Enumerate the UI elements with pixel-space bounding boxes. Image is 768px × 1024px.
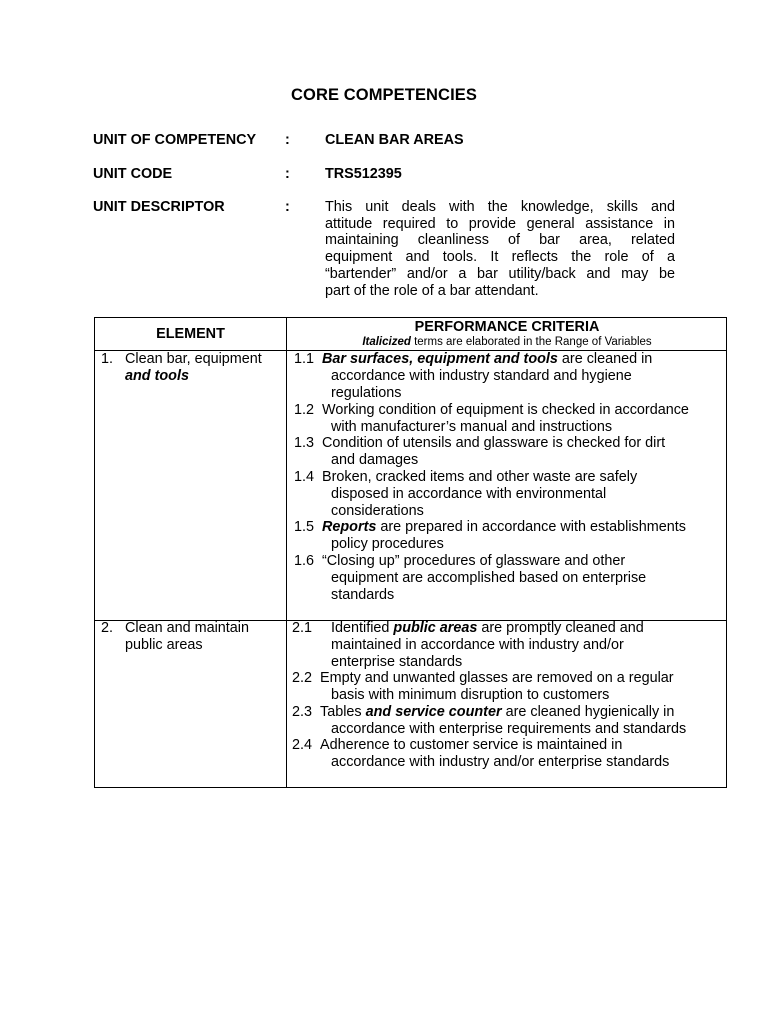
criterion-text: [322, 435, 727, 469]
criterion-first-line: Empty and unwanted glasses are removed on a regular: [320, 670, 674, 686]
criterion-emphasis: and service counter: [365, 704, 502, 720]
criterion-line: disposed in accordance with environmental: [331, 485, 607, 502]
header-note-rest: terms are elaborated in the Range of Variables: [410, 336, 652, 348]
descriptor-line: equipment and tools. It reflects the role of a: [325, 249, 675, 266]
criterion-first-line: Condition of utensils and glassware is checked for dirt: [322, 435, 666, 451]
field-label: UNIT CODE: [93, 166, 173, 182]
header-element: ELEMENT: [156, 326, 225, 342]
criterion-number: 2.2: [292, 670, 313, 686]
criterion-text: [322, 351, 727, 401]
element-text: [125, 620, 285, 654]
criterion-first-line: “Closing up” procedures of glassware and other: [322, 553, 626, 569]
criterion-number: 1.4: [294, 469, 315, 485]
criterion-text: [322, 402, 727, 436]
descriptor-line: part of the role of a bar attendant.: [325, 282, 539, 299]
field-label: UNIT OF COMPETENCY: [93, 132, 257, 148]
competency-table: [94, 317, 727, 788]
criterion-emphasis: Bar surfaces, equipment and tools: [322, 351, 558, 367]
criterion-line: equipment are accomplished based on enterprise: [331, 569, 647, 586]
criterion-first-line: Adherence to customer service is maintained in: [320, 737, 623, 753]
descriptor-line: This unit deals with the knowledge, skills and: [325, 199, 675, 215]
criterion-text: [320, 737, 725, 771]
field-colon: :: [285, 199, 290, 215]
criterion-line: enterprise standards: [331, 653, 463, 670]
criterion-emphasis: Reports: [322, 519, 377, 535]
criterion-line: considerations: [331, 502, 424, 519]
criterion-line: with manufacturer’s manual and instructions: [331, 418, 613, 435]
criterion-emphasis: public areas: [393, 620, 478, 636]
criterion-number: 1.3: [294, 435, 315, 451]
criterion-first-line: are prepared in accordance with establishments: [376, 519, 686, 535]
criterion-text: [322, 469, 727, 519]
criterion-first-line: are cleaned in: [557, 351, 653, 367]
criterion-line: regulations: [331, 384, 402, 401]
header-note: [287, 336, 727, 348]
field-label: UNIT DESCRIPTOR: [93, 199, 225, 215]
criterion-number: 1.5: [294, 519, 315, 535]
criterion-line: policy procedures: [331, 535, 444, 552]
criterion-prefix: Tables: [320, 704, 366, 720]
criterion-text: [322, 553, 727, 603]
field-value: CLEAN BAR AREAS: [325, 132, 464, 148]
field-colon: :: [285, 132, 290, 148]
criterion-number: 1.1: [294, 351, 315, 367]
criterion-text: [320, 704, 725, 738]
criterion-first-line: Broken, cracked items and other waste are safely: [322, 469, 638, 485]
criterion-number: 2.1: [292, 620, 313, 636]
field-value: TRS512395: [325, 166, 402, 182]
table-divider: [286, 318, 287, 787]
criterion-line: accordance with industry standard and hygiene: [331, 367, 632, 384]
criterion-first-line: are cleaned hygienically in: [501, 704, 675, 720]
criterion-line: accordance with enterprise requirements and standards: [331, 720, 687, 737]
header-performance-criteria: PERFORMANCE CRITERIA: [414, 319, 600, 335]
element-text-second: public areas: [125, 637, 203, 653]
criterion-line: standards: [331, 586, 395, 603]
criterion-line: accordance with industry and/or enterprise standards: [331, 753, 670, 770]
criterion-number: 2.4: [292, 737, 313, 753]
element-number: 1.: [101, 351, 114, 367]
criterion-text: [331, 620, 736, 670]
criterion-number: 1.6: [294, 553, 315, 569]
criterion-line: maintained in accordance with industry and/or: [331, 636, 624, 653]
criterion-text: [322, 519, 727, 553]
criterion-prefix: Identified: [331, 620, 394, 636]
element-text-plain: Clean and maintain: [125, 620, 249, 636]
criterion-number: 2.3: [292, 704, 313, 720]
descriptor-line: attitude required to provide general assistance in: [325, 215, 675, 232]
criterion-first-line: Working condition of equipment is checked in accordance: [322, 402, 689, 418]
criterion-first-line: are promptly cleaned and: [477, 620, 644, 636]
criterion-text: [320, 670, 725, 704]
criterion-line: and damages: [331, 451, 419, 468]
descriptor-line: maintaining cleanliness of bar area, related: [325, 232, 675, 249]
criterion-line: basis with minimum disruption to customers: [331, 686, 610, 703]
element-text-plain: Clean bar, equipment: [125, 351, 262, 367]
header-note-italic: Italicized: [362, 336, 411, 348]
field-colon: :: [285, 166, 290, 182]
unit-descriptor-text: [325, 199, 675, 299]
element-text: [125, 351, 285, 385]
page-title: CORE COMPETENCIES: [291, 86, 477, 104]
element-number: 2.: [101, 620, 114, 636]
element-text-emphasis: and tools: [125, 368, 189, 384]
criterion-number: 1.2: [294, 402, 315, 418]
descriptor-line: “bartender” and/or a bar utility/back and may be: [325, 265, 675, 282]
